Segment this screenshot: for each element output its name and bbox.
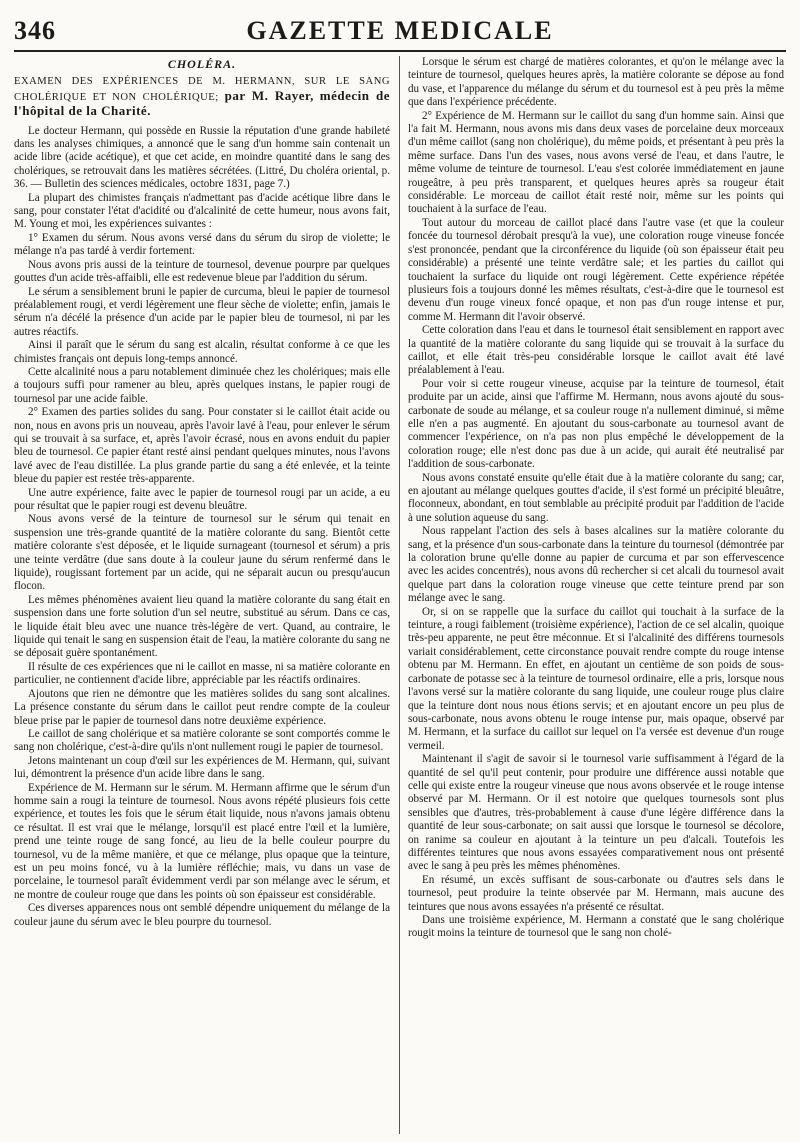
page-number: 346 [14, 16, 56, 45]
paragraph: Pour voir si cette rougeur vineuse, acquise par la teinture de tournesol, était produite par un acide, ainsi que l'affirme M. Hermann, nous avons ajouté du sous-carbonate de soude au mélange, et sa couleur rouge n'a nullement diminué, si même elle n'en a pas augmenté. En ajoutant du sous-carbonate au tournesol avant de commencer l'expérience, on n'a pas non plus empêché le développement de la coloration rouge; elle n'est donc pas due à un acide, qui aurait été neutralisé par l'addition de sous-carbonate. [408, 377, 784, 471]
paragraph: Une autre expérience, faite avec le papier de tournesol rougi par un acide, a eu pour résultat que le papier rougi est devenu bleuâtre. [14, 486, 390, 512]
paragraph: Le docteur Hermann, qui possède en Russie la réputation d'une grande habileté dans les analyses chimiques, a annoncé que le sang d'un homme sain contenait un acide libre (acide acétique), et que cet acide, en moindre quantité dans le sang des cholériques, se retrouvait dans les matières sécrétées. (Littré, Du choléra oriental, p. 36. — Bulletin des sciences médicales, octobre 1831, page 7.) [14, 124, 390, 191]
journal-title: GAZETTE MEDICALE [246, 16, 554, 45]
paragraph: Dans une troisième expérience, M. Hermann a constaté que le sang cholérique rougit moins la teinture de tournesol que le sang non cholé- [408, 914, 784, 940]
paragraph: Expérience de M. Hermann sur le sérum. M. Hermann affirme que le sérum d'un homme sain a rougi la teinture de tournesol. Nous avons répété plusieurs fois cette expérience, et toutes les fois que le sérum était liquide, nous n'avons jamais obtenu ce résultat. Il est vrai que le mélange, lorsqu'il est placé entre l'œil et la lumière, prend une teinte rouge de sang foncé, au lieu de la belle couleur pourpre du tournesol, vu de la même manière, et que ce mélange, plus opaque que la teinture, est un peu moins foncé, vu à la lumière réfléchie; mais, vu dans un vase de porcelaine, le tournesol paraît évidemment verdi par son mélange avec le sérum, et ne montre de couleur rouge que dans les points où son épaisseur est considérable. [14, 781, 390, 901]
paragraph: Le sérum a sensiblement bruni le papier de curcuma, bleui le papier de tournesol préalablement rougi, et verdi légèrement une fleur sèche de violette; enfin, jamais le sérum n'a décélé la présence d'un acide par le papier bleu de tournesol, ni par les autres réactifs. [14, 285, 390, 338]
paragraph: Nous avons versé de la teinture de tournesol sur le sérum qui tenait en suspension une très-grande quantité de la matière colorante du sang. Bientôt cette matière colorante s'est déposée, et le liquide surnageant (tournesol et sérum) a pris une teinte verdâtre (due sans doute à la couleur jaune du sérum renfermé dans le liquide), rougissant fortement par un acide, qui ne séparait aucun ou presqu'aucun flocon. [14, 513, 390, 593]
paragraph: Ainsi il paraît que le sérum du sang est alcalin, résultat conforme à ce que les chimistes français ont depuis long-temps annoncé. [14, 339, 390, 365]
paragraph: Or, si on se rappelle que la surface du caillot qui touchait à la surface de la teinture, a rougi faiblement (troisième expérience), l'action de ce sel alcalin, quoique très-peu apparente, ne peut être méconnue. Et si l'alcalinité des différens tournesols variait considérablement, cette circonstance pouvait rendre compte du rouge intense obtenu par M. Hermann. En effet, en ajoutant un centième de son poids de sous-carbonate de potasse sec à la teinture de tournesol ordinaire, elle a pris, lorsque nous l'avons versé sur la matière colorante du sang liquide, une couleur rouge plus claire que la teinture dont nous nous étions servis; et en ajoutant encore un peu plus de sous-carbonate, nous avons obtenu le rouge intense pur, mais opaque, observé par M. Hermann, et la surface du caillot sur lequel on l'a versée est devenue d'un rouge vermeil. [408, 605, 784, 752]
section-title: CHOLÉRA. [167, 57, 237, 71]
paragraph: Nous rappelant l'action des sels à bases alcalines sur la matière colorante du sang, et la présence d'un sous-carbonate dans la teinture du tournesol (démontrée par la coloration brune qu'elle donne au papier de curcuma et par son effervescence avec les acides concentrés), nous avons dû rechercher si cet alcali du tournesol avait quelque part dans la coloration rouge vineuse que cette teinture prend par son mélange avec le sang. [408, 525, 784, 605]
paragraph: La plupart des chimistes français n'admettant pas d'acide acétique libre dans le sang, pour constater l'état d'acidité ou d'alcalinité de cette humeur, nous avons fait, M. Young et moi, les expériences suivantes : [14, 191, 390, 231]
paragraph: Cette alcalinité nous a paru notablement diminuée chez les cholériques; mais elle a toujours suffi pour ramener au bleu, après quelques instans, le papier rougi de tournesol par une acide faible. [14, 365, 390, 405]
paragraph: En résumé, un excès suffisant de sous-carbonate ou d'autres sels dans le tournesol, peut produire la teinte observée par M. Hermann, mais aucune des teintures que nous avons essayées n'a présenté ce résultat. [408, 873, 784, 913]
paragraph: Jetons maintenant un coup d'œil sur les expériences de M. Hermann, qui, suivant lui, démontrent la présence d'un acide libre dans le sang. [14, 754, 390, 781]
paragraph: Maintenant il s'agit de savoir si le tournesol varie suffisamment à l'égard de la quantité de sel qu'il peut contenir, pour produire une différence aussi notable que celle qui existe entre la rougeur vineuse que nous avons observée et le rouge intense observé par M. Hermann. Or il est notoire que quelques tournesols sont plus sensibles que d'autres, très-probablement à cause d'une légère différence dans la quantité de leur sous-carbonate; on sait aussi que lorsque le tournesol se décolore, on ranime sa couleur en ajoutant à la teinture un peu d'alcali. Toutefois les différentes teintures que nous avons essayées comparativement nous ont présenté avec le sang à peu près les mêmes phénomènes. [408, 753, 784, 873]
paragraph: Ces diverses apparences nous ont semblé dépendre uniquement du mélange de la couleur jaune du sérum avec le bleu pourpre du tournesol. [14, 902, 390, 928]
paragraph: Nous avons pris aussi de la teinture de tournesol, devenue pourpre par quelques gouttes d'un acide très-affaibli, elle est redevenue bleue par l'addition du sérum. [14, 258, 390, 285]
article-title [14, 75, 390, 119]
paragraph: Cette coloration dans l'eau et dans le tournesol était sensiblement en rapport avec la quantité de la matière colorante du sang liquide qui se trouvait à la surface du caillot, et elle était très-peu considérable lorsque le caillot avait été lavé préalablement à l'eau. [408, 324, 784, 377]
paragraph: 2° Expérience de M. Hermann sur le caillot du sang d'un homme sain. Ainsi que l'a fait M. Hermann, nous avons mis dans deux vases de porcelaine deux morceaux d'un même caillot (sang non cholérique), du même poids, et présentant à peu près la même surface. Dans l'un des vases, nous avons versé de l'eau, et dans l'autre, le même volume de teinture de tournesol. L'eau s'est colorée immédiatement en jaune rougeâtre, à peu près transparent, et quelques heures après sa rougeur était considérable. Le morceau de caillot était resté noir, même sur les points qui touchaient à la surface de l'eau. [408, 109, 784, 216]
paragraph: Tout autour du morceau de caillot placé dans l'autre vase (et que la couleur foncée du tournesol dérobait presqu'à la vue), une coloration rouge vineuse foncée s'est prononcée, pendant que la circonférence du liquide (où son épaisseur était peu considérable) a présenté une teinte verdâtre sale; et les parties du caillot qui touchaient la surface du liquide ont rougi légèrement. Cette expérience répétée plusieurs fois a toujours donné les mêmes résultats, c'est-à-dire que le tournesol est devenu d'un rouge vineux foncé opaque, et non pas d'un rouge intense et pur, comme M. Hermann dit l'avoir observé. [408, 216, 784, 323]
paragraph: 1° Examen du sérum. Nous avons versé dans du sérum du sirop de violette; le mélange n'a pas tardé à verdir fortement. [14, 231, 390, 258]
column-divider [399, 56, 400, 1134]
left-column [14, 56, 390, 929]
paragraph: Il résulte de ces expériences que ni le caillot en masse, ni sa matière colorante en particulier, ne contiennent d'acide libre, appréciable par les réactifs ordinaires. [14, 660, 390, 687]
right-body [408, 56, 784, 941]
page-header [14, 10, 786, 50]
left-body [14, 125, 390, 929]
article-title-text: EXAMEN DES EXPÉRIENCES DE M. HERMANN, SUR LE SANG CHOLÉRIQUE ET NON CHOLÉRIQUE; [14, 76, 390, 103]
paragraph: Ajoutons que rien ne démontre que les matières solides du sang sont alcalines. La présence constante du sérum dans le caillot peut rendre compte de la couleur bleue prise par le papier de tournesol dans notre deuxième expérience. [14, 687, 390, 727]
header-rule [14, 50, 786, 52]
paragraph: Le caillot de sang cholérique et sa matière colorante se sont comportés comme le sang non cholérique, c'est-à-dire qu'ils n'ont nullement rougi le papier de tournesol. [14, 727, 390, 754]
paragraph: 2° Examen des parties solides du sang. Pour constater si le caillot était acide ou non, nous en avons pris un nouveau, après l'avoir lavé à l'eau, pour enlever le sérum qui se trouvait à sa surface, et, après l'avoir écrasé, nous en avons enduit du papier bleu de tournesol. Ce papier étant resté ainsi pendant quelques minutes, nous l'avons lavé avec de l'eau distillée. La plus grande partie du sang a été enlevée, et la teinte bleue du papier est restée très-apparente. [14, 406, 390, 486]
right-column [408, 56, 784, 941]
paragraph: Les mêmes phénomènes avaient lieu quand la matière colorante du sang était en suspension dans une forte solution d'un sel neutre, substitué au sérum. Dans ce cas, le liquide était bleu avec une nuance très-légère de vert. Quand, au contraire, le liquide qui tenait le sang en suspension était de l'eau, la matière colorante du sang ne se déposait guère spontanément. [14, 593, 390, 660]
article-affiliation: médecin de l'hôpital de la Charité. [14, 87, 390, 119]
paragraph: Lorsque le sérum est chargé de matières colorantes, et qu'on le mélange avec la teinture de tournesol, quelques heures après, la matière colorante se dépose au fond du vase, et l'apparence du mélange du sérum et du tournesol est à peu près la même que dans l'expérience précédente. [408, 56, 784, 109]
paragraph: Nous avons constaté ensuite qu'elle était due à la matière colorante du sang; car, en ajoutant au mélange quelques gouttes d'acide, il s'est formé un précipité bleuâtre, floconneux, abondant, en tout semblable au précipité produit par l'addition de l'acide à une solution aqueuse du sang. [408, 471, 784, 524]
article-author: par M. Rayer, [224, 87, 314, 103]
